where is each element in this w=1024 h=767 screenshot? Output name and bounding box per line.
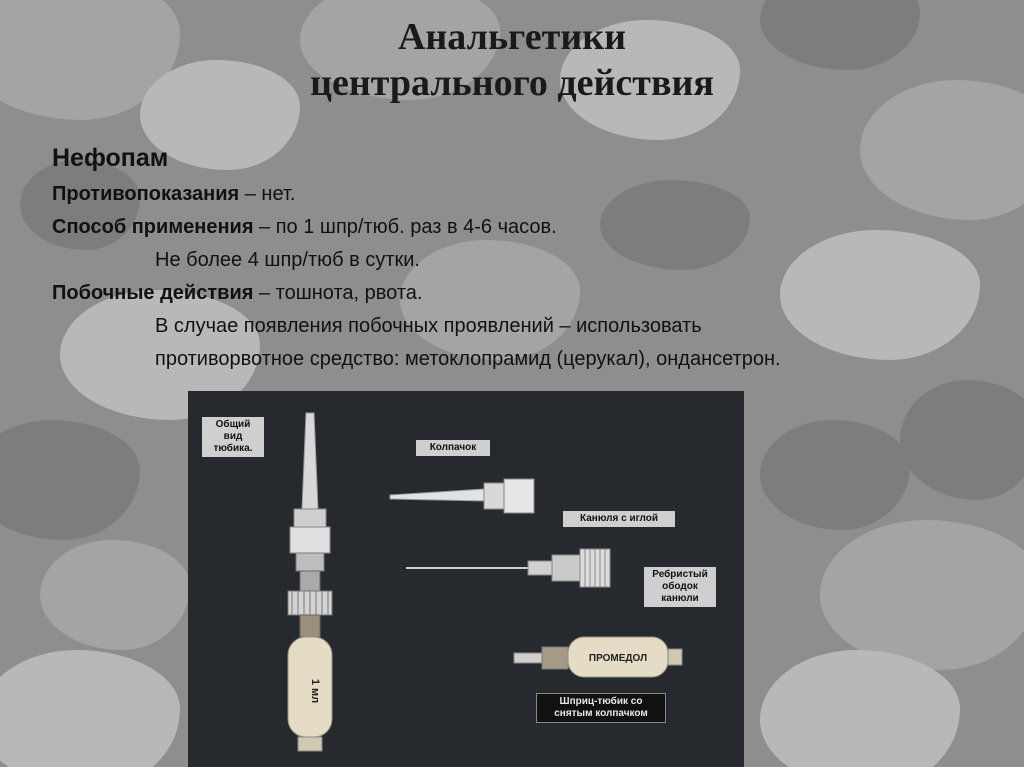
slide-content: [52, 138, 1002, 376]
drug-heading: Нефопам: [52, 144, 169, 172]
administration-label: Способ применения: [52, 216, 254, 238]
label-ribbed-rim: Ребристый ободок канюли: [644, 567, 716, 607]
contraindications-text: – нет.: [239, 183, 296, 205]
label-general-view: Общий вид тюбика.: [202, 417, 264, 457]
tube-volume-text: 1 мл: [309, 678, 321, 704]
label-cap: Колпачок: [416, 440, 490, 456]
administration-line: [52, 211, 1002, 244]
side-effects-note-line-2: противорвотное средство: метоклопрамид (церукал), ондансетрон.: [155, 348, 781, 370]
contraindications-label: Противопоказания: [52, 183, 240, 205]
side-effects-text: – тошнота, рвота.: [253, 282, 423, 304]
label-cannula: Канюля с иглой: [563, 511, 675, 527]
contraindications-line: [52, 178, 1002, 211]
title-line-2: центрального действия: [310, 62, 714, 104]
administration-limit: Не более 4 шпр/тюб в сутки.: [155, 249, 420, 271]
tube-drug-name-text: ПРОМЕДОЛ: [588, 653, 648, 664]
side-effects-note-line-1: В случае появления побочных проявлений – использовать: [155, 315, 702, 337]
slide-title: [0, 14, 1024, 106]
side-effects-line: [52, 277, 1002, 310]
administration-text: – по 1 шпр/тюб. раз в 4-6 часов.: [253, 216, 557, 238]
label-syringe-tube: Шприц-тюбик со снятым колпачком: [536, 693, 666, 723]
syringe-tube-figure: [188, 391, 744, 767]
title-line-1: Анальгетики: [397, 16, 627, 58]
side-effects-label: Побочные действия: [52, 282, 254, 304]
